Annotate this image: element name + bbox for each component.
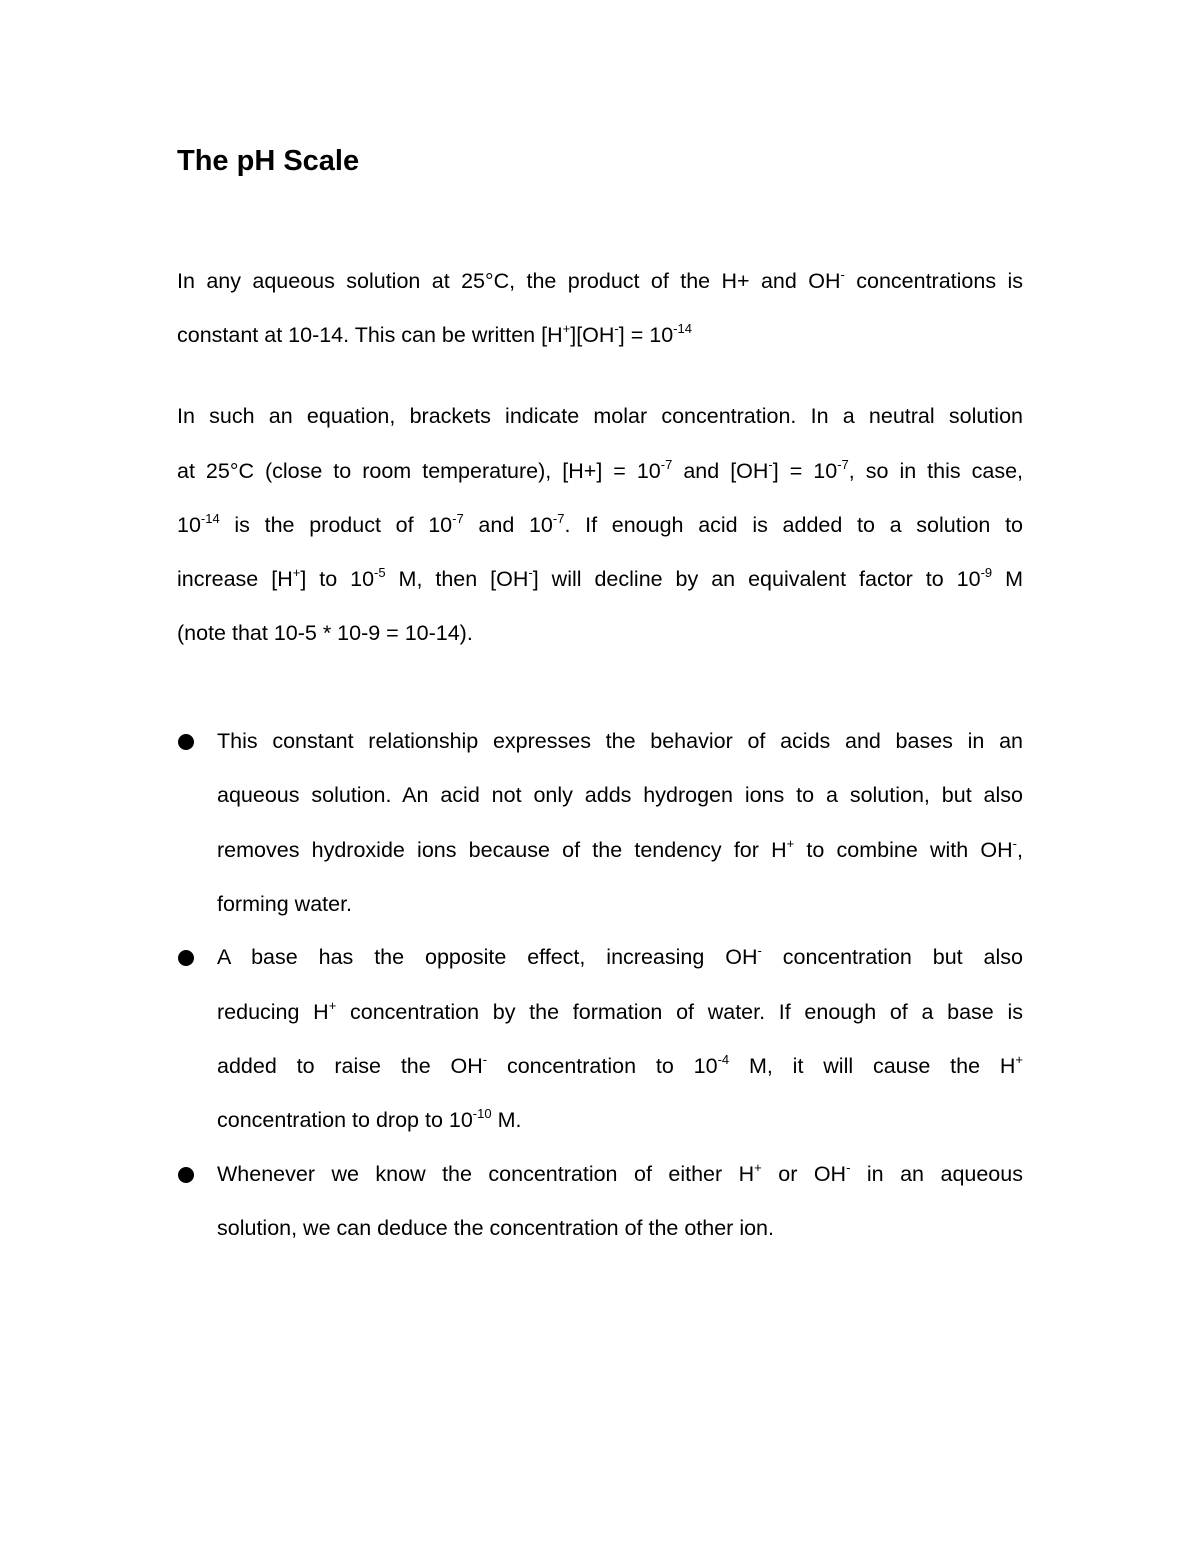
text-run: This constant relationship expresses the behavior of acids and bases in an xyxy=(217,729,1023,753)
superscript: -5 xyxy=(374,565,386,580)
superscript: -7 xyxy=(660,457,673,472)
text-run: removes hydroxide ions because of the tendency for H xyxy=(217,838,787,862)
superscript: + xyxy=(292,565,301,580)
bullet-3-line-2 xyxy=(217,1213,1023,1243)
text-run: ][OH xyxy=(570,323,615,347)
bullet-1-line-1 xyxy=(217,726,1023,756)
paragraph-2-line-2 xyxy=(177,456,1023,486)
text-run: A base has the opposite effect, increasing OH xyxy=(217,945,758,969)
bullet-1-line-2 xyxy=(217,780,1023,810)
text-run: and 10 xyxy=(463,513,553,537)
superscript: -14 xyxy=(200,511,220,526)
text-run: , xyxy=(1017,838,1023,862)
bullet-2-line-1 xyxy=(217,942,1023,972)
bullet-1-line-4 xyxy=(217,889,1023,919)
text-run: M, it will cause the H xyxy=(729,1054,1016,1078)
superscript: + xyxy=(328,998,337,1013)
text-run: concentration to 10 xyxy=(487,1054,718,1078)
text-run: . If enough acid is added to a solution to xyxy=(564,513,1024,537)
superscript: - xyxy=(768,457,773,472)
text-run: ] will decline by an equivalent factor to 10 xyxy=(532,567,981,591)
superscript: -14 xyxy=(673,321,692,336)
bullet-3-line-1 xyxy=(217,1159,1023,1189)
paragraph-2-line-1 xyxy=(177,401,1023,431)
bullet-2-line-3 xyxy=(217,1051,1023,1081)
text-run: aqueous solution. An acid not only adds hydrogen ions to a solution, but also xyxy=(217,783,1023,807)
text-run: In such an equation, brackets indicate molar concentration. In a neutral solution xyxy=(177,404,1023,428)
superscript: + xyxy=(754,1160,762,1175)
text-run: or OH xyxy=(761,1162,847,1186)
text-run: in an aqueous xyxy=(850,1162,1023,1186)
superscript: - xyxy=(528,565,533,580)
text-run: M xyxy=(992,567,1023,591)
paragraph-1-line-1 xyxy=(177,266,1023,296)
superscript: -7 xyxy=(552,511,565,526)
paragraph-2-line-3 xyxy=(177,510,1023,540)
text-run: forming water. xyxy=(217,892,353,916)
text-run: 10 xyxy=(177,513,201,537)
bullet-icon xyxy=(178,734,194,750)
text-run: concentrations is xyxy=(844,269,1023,293)
superscript: + xyxy=(1015,1052,1023,1067)
text-run: and [OH xyxy=(672,459,769,483)
paragraph-1-line-2 xyxy=(177,320,1023,350)
text-run: at 25°C (close to room temperature), [H+] = 10 xyxy=(177,459,661,483)
text-run: added to raise the OH xyxy=(217,1054,483,1078)
paragraph-2-line-5 xyxy=(177,618,1023,648)
text-run: solution, we can deduce the concentration of the other ion. xyxy=(217,1216,774,1240)
text-run: reducing H xyxy=(217,1000,329,1024)
text-run: In any aqueous solution at 25°C, the product of the H+ and OH xyxy=(177,269,841,293)
text-run: Whenever we know the concentration of either H xyxy=(217,1162,755,1186)
superscript: -7 xyxy=(837,457,849,472)
superscript: -9 xyxy=(980,565,993,580)
bullet-2-line-2 xyxy=(217,997,1023,1027)
text-run: ] to 10 xyxy=(300,567,375,591)
text-run: (note that 10-5 * 10-9 = 10-14). xyxy=(177,621,473,645)
text-run: , so in this case, xyxy=(848,459,1024,483)
text-run: M. xyxy=(491,1108,522,1132)
superscript: - xyxy=(846,1160,851,1175)
superscript: - xyxy=(1012,836,1018,851)
text-run: M, then [OH xyxy=(385,567,529,591)
text-run: to combine with OH xyxy=(794,838,1013,862)
text-run: increase [H xyxy=(177,567,293,591)
bullet-icon xyxy=(178,950,194,966)
superscript: - xyxy=(482,1052,488,1067)
text-run: ] = 10 xyxy=(618,323,674,347)
text-run: ] = 10 xyxy=(772,459,838,483)
superscript: - xyxy=(614,321,619,336)
superscript: -10 xyxy=(472,1106,492,1121)
bullet-1-line-3 xyxy=(217,835,1023,865)
superscript: -4 xyxy=(717,1052,730,1067)
bullet-icon xyxy=(178,1167,194,1183)
text-run: concentration by the formation of water. If enough of a base is xyxy=(336,1000,1023,1024)
page-title: The pH Scale xyxy=(177,145,360,177)
text-run: concentration but also xyxy=(761,945,1023,969)
superscript: - xyxy=(840,267,845,282)
bullet-2-line-4 xyxy=(217,1105,1023,1135)
superscript: - xyxy=(757,943,762,958)
text-run: constant at 10-14. This can be written [H xyxy=(177,323,563,347)
superscript: + xyxy=(562,321,571,336)
superscript: + xyxy=(786,836,795,851)
text-run: concentration to drop to 10 xyxy=(217,1108,473,1132)
text-run: is the product of 10 xyxy=(219,513,453,537)
paragraph-2-line-4 xyxy=(177,564,1023,594)
superscript: -7 xyxy=(452,511,464,526)
